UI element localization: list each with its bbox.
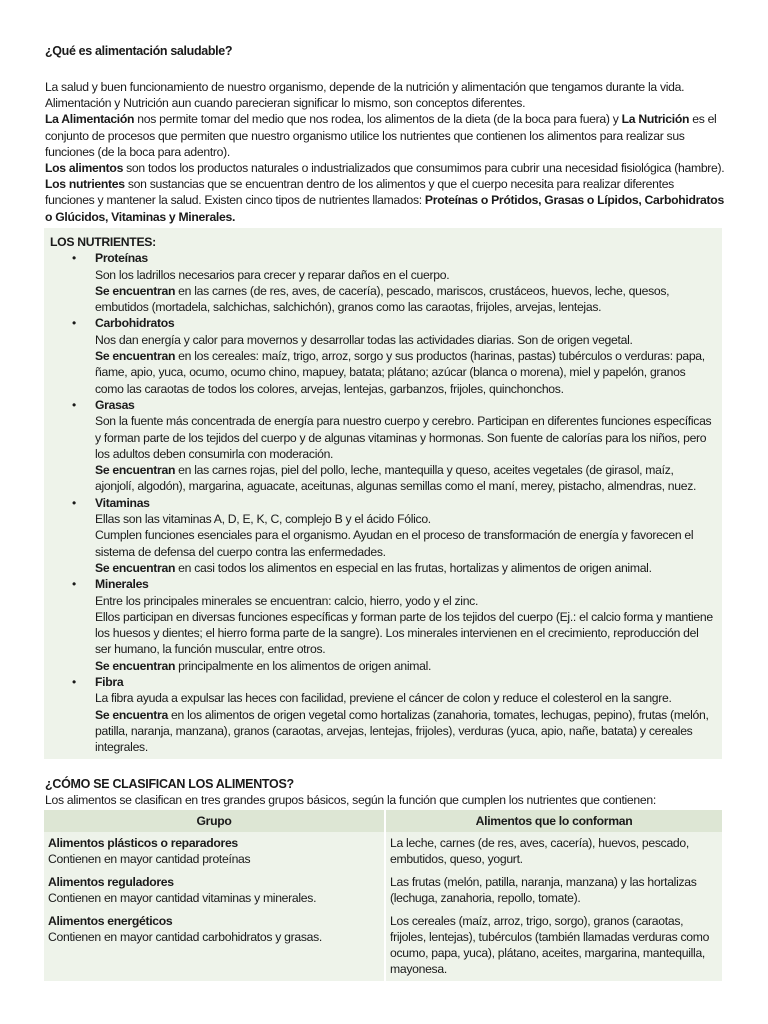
group-description: Contienen en mayor cantidad vitaminas y minerales. (48, 891, 317, 905)
bullet-icon: • (72, 316, 76, 331)
table-row (44, 832, 722, 871)
page-title: ¿Qué es alimentación saludable? (45, 44, 233, 58)
bullet-icon: • (72, 495, 76, 510)
alimentos-text: son todos los productos naturales o industrializados que consumimos para cubrir una necesidad fisiológica (hambre). (123, 161, 725, 176)
classification-section (45, 776, 725, 808)
nutrient-item-carbohidratos (50, 315, 714, 396)
found-label: Se encuentran (95, 658, 176, 673)
column-header-group: Grupo (44, 810, 385, 832)
nutrients-box (44, 228, 722, 759)
sources-text: en las carnes (de res, aves, de cacería), pescado, mariscos, crustáceos, huevos, leche, quesos, embutidos (mortadela, salchichas, salchichón), granos como las caraotas, frijoles, arvejas, lentejas. (95, 283, 670, 315)
nutrientes-term: Los nutrientes (45, 177, 125, 192)
group-name: Alimentos plásticos o reparadores (48, 836, 238, 850)
bullet-icon: • (72, 675, 76, 690)
alimentacion-paragraph (45, 111, 725, 160)
nutrient-item-vitaminas (50, 495, 714, 576)
nutrient-sources (95, 283, 714, 316)
group-name: Alimentos reguladores (48, 875, 174, 889)
group-cell (44, 832, 385, 871)
group-name: Alimentos energéticos (48, 914, 173, 928)
sources-text: en los alimentos de origen vegetal como hortalizas (zanahoria, tomates, lechugas, pepino), frutas (melón, patilla, naranja, manzana), granos (caraotas, arvejas, lentejas, frijoles), verduras (yuca, apio, nañe, batata) y cereales integrales. (95, 707, 709, 755)
column-header-foods: Alimentos que lo conforman (385, 810, 722, 832)
nutrient-description: Ellas son las vitaminas A, D, E, K, C, complejo B y el ácido Fólico. (95, 512, 431, 527)
nutrient-description: La fibra ayuda a expulsar las heces con facilidad, previene el cáncer de colon y reduce el colesterol en la sangre. (95, 691, 672, 706)
nutrient-name: Carbohidratos (95, 316, 175, 331)
nutrient-sources (95, 658, 714, 674)
nutrient-sources (95, 560, 714, 576)
nutricion-term: La Nutrición (621, 112, 690, 127)
alimentos-paragraph (45, 160, 725, 176)
nutricion-text: es el conjunto de procesos que permiten que nuestro organismo utilice los nutrientes que contienen los alimentos para realizar sus funciones (de la boca para adentro). (45, 112, 717, 159)
found-label: Se encuentran (95, 463, 176, 478)
alimentacion-term: La Alimentación (45, 112, 135, 127)
nutrient-description: Cumplen funciones esenciales para el organismo. Ayudan en el proceso de transformación de energía y favorecen el sistema de defensa del cuerpo contra las enfermedades. (95, 528, 694, 559)
found-label: Se encuentran (95, 349, 176, 364)
group-description: Contienen en mayor cantidad proteínas (48, 852, 251, 866)
nutrient-sources (95, 707, 714, 756)
group-cell (44, 910, 385, 981)
sources-text: en los cereales: maíz, trigo, arroz, sorgo y sus productos (harinas, pastas) tubérculos o verduras: papa, ñame, apio, yuca, ocumo, ocumo chino, mapuey, batata; plátano; azúcar (blanca o morena), miel y papelón, granos como las caraotas de todos los colores, arvejas, lentejas, garbanzos, frijoles, quinchonchos. (95, 349, 705, 396)
nutrient-sources (95, 348, 714, 397)
intro-line: La salud y buen funcionamiento de nuestro organismo, depende de la nutrición y alimentación que tengamos durante la vida. (45, 80, 685, 94)
nutrient-name: Minerales (95, 577, 149, 592)
table-row (44, 871, 722, 910)
sources-text: en casi todos los alimentos en especial en las frutas, hortalizas y alimentos de origen animal. (175, 560, 652, 575)
foods-cell: La leche, carnes (de res, aves, cacería), huevos, pescado, embutidos, queso, yogurt. (385, 832, 722, 871)
nutrient-description: Ellos participan en diversas funciones específicas y forman parte de los tejidos del cuerpo (Ej.: el calcio forma y mantiene los huesos y dientes; el hierro forma parte de la sangre). Los minerales intervienen en el crecimiento, reproducción del ser humano, la función muscular, entre otros. (95, 609, 713, 657)
group-cell (44, 871, 385, 910)
found-label: Se encuentra (95, 707, 168, 722)
nutrient-description: Son la fuente más concentrada de energía para nuestro cuerpo y cerebro. Participan en diferentes funciones específicas y forman parte de los tejidos del cuerpo y de algunas vitaminas y hormonas. Son fuente de calorías para los niños, pero los adultos deben consumirla con moderación. (95, 414, 712, 461)
classification-table (44, 810, 722, 981)
nutrient-sources (95, 462, 714, 495)
classification-heading: ¿CÓMO SE CLASIFICAN LOS ALIMENTOS? (45, 777, 294, 791)
nutrient-item-fibra (50, 674, 714, 755)
group-description: Contienen en mayor cantidad carbohidratos y grasas. (48, 930, 322, 944)
nutrient-name: Fibra (95, 675, 124, 690)
nutrient-name: Vitaminas (95, 495, 150, 510)
nutrientes-text: son sustancias que se encuentran dentro de los alimentos y que el cuerpo necesita para realizar diferentes funciones y mantener la salud. Existen cinco tipos de nutrientes llamados: (45, 177, 674, 208)
foods-cell: Los cereales (maíz, arroz, trigo, sorgo), granos (caraotas, frijoles, lentejas), tubérculos (también llamadas verduras como ocumo, papa, yuca), plátano, aceites, margarina, mantequilla, mayonesa. (385, 910, 722, 981)
nutrient-name: Proteínas (95, 251, 148, 266)
alimentos-term: Los alimentos (45, 161, 124, 176)
bullet-icon: • (72, 397, 76, 412)
nutrient-item-proteinas (50, 250, 714, 315)
nutrient-description: Son los ladrillos necesarios para crecer y reparar daños en el cuerpo. (95, 267, 450, 282)
sources-text: principalmente en los alimentos de origen animal. (175, 658, 432, 673)
table-row (44, 910, 722, 981)
nutrient-name: Grasas (95, 397, 135, 412)
nutrient-description: Nos dan energía y calor para movernos y desarrollar todas las actividades diarias. Son de origen vegetal. (95, 332, 633, 347)
found-label: Se encuentran (95, 560, 176, 575)
nutrientes-paragraph (45, 176, 725, 225)
found-label: Se encuentran (95, 283, 176, 298)
sources-text: en las carnes rojas, piel del pollo, leche, mantequilla y queso, aceites vegetales (de girasol, maíz, ajonjolí, algodón), margarina, aguacate, aceitunas, algunas semillas como el maní, merey, pistacho, almendras, nuez. (95, 463, 697, 494)
nutrient-item-grasas (50, 397, 714, 495)
intro-section (45, 79, 725, 225)
nutrient-item-minerales (50, 576, 714, 674)
bullet-icon: • (72, 577, 76, 592)
nutrientes-types: Proteínas o Prótidos, Grasas o Lípidos, Carbohidratos o Glúcidos, Vitaminas y Minerales. (45, 193, 724, 224)
nutrient-description: Entre los principales minerales se encuentran: calcio, hierro, yodo y el zinc. (95, 593, 479, 608)
table-header-row (44, 810, 722, 832)
nutrients-box-title: LOS NUTRIENTES: (50, 235, 156, 249)
foods-cell: Las frutas (melón, patilla, naranja, manzana) y las hortalizas (lechuga, zanahoria, repollo, tomate). (385, 871, 722, 910)
alimentacion-text: nos permite tomar del medio que nos rodea, los alimentos de la dieta (de la boca para fuera) y (134, 112, 622, 127)
classification-subheading: Los alimentos se clasifican en tres grandes grupos básicos, según la función que cumplen los nutrientes que contienen: (45, 793, 656, 807)
bullet-icon: • (72, 251, 76, 266)
intro-line: Alimentación y Nutrición aun cuando parecieran significar lo mismo, son conceptos diferentes. (45, 96, 526, 111)
